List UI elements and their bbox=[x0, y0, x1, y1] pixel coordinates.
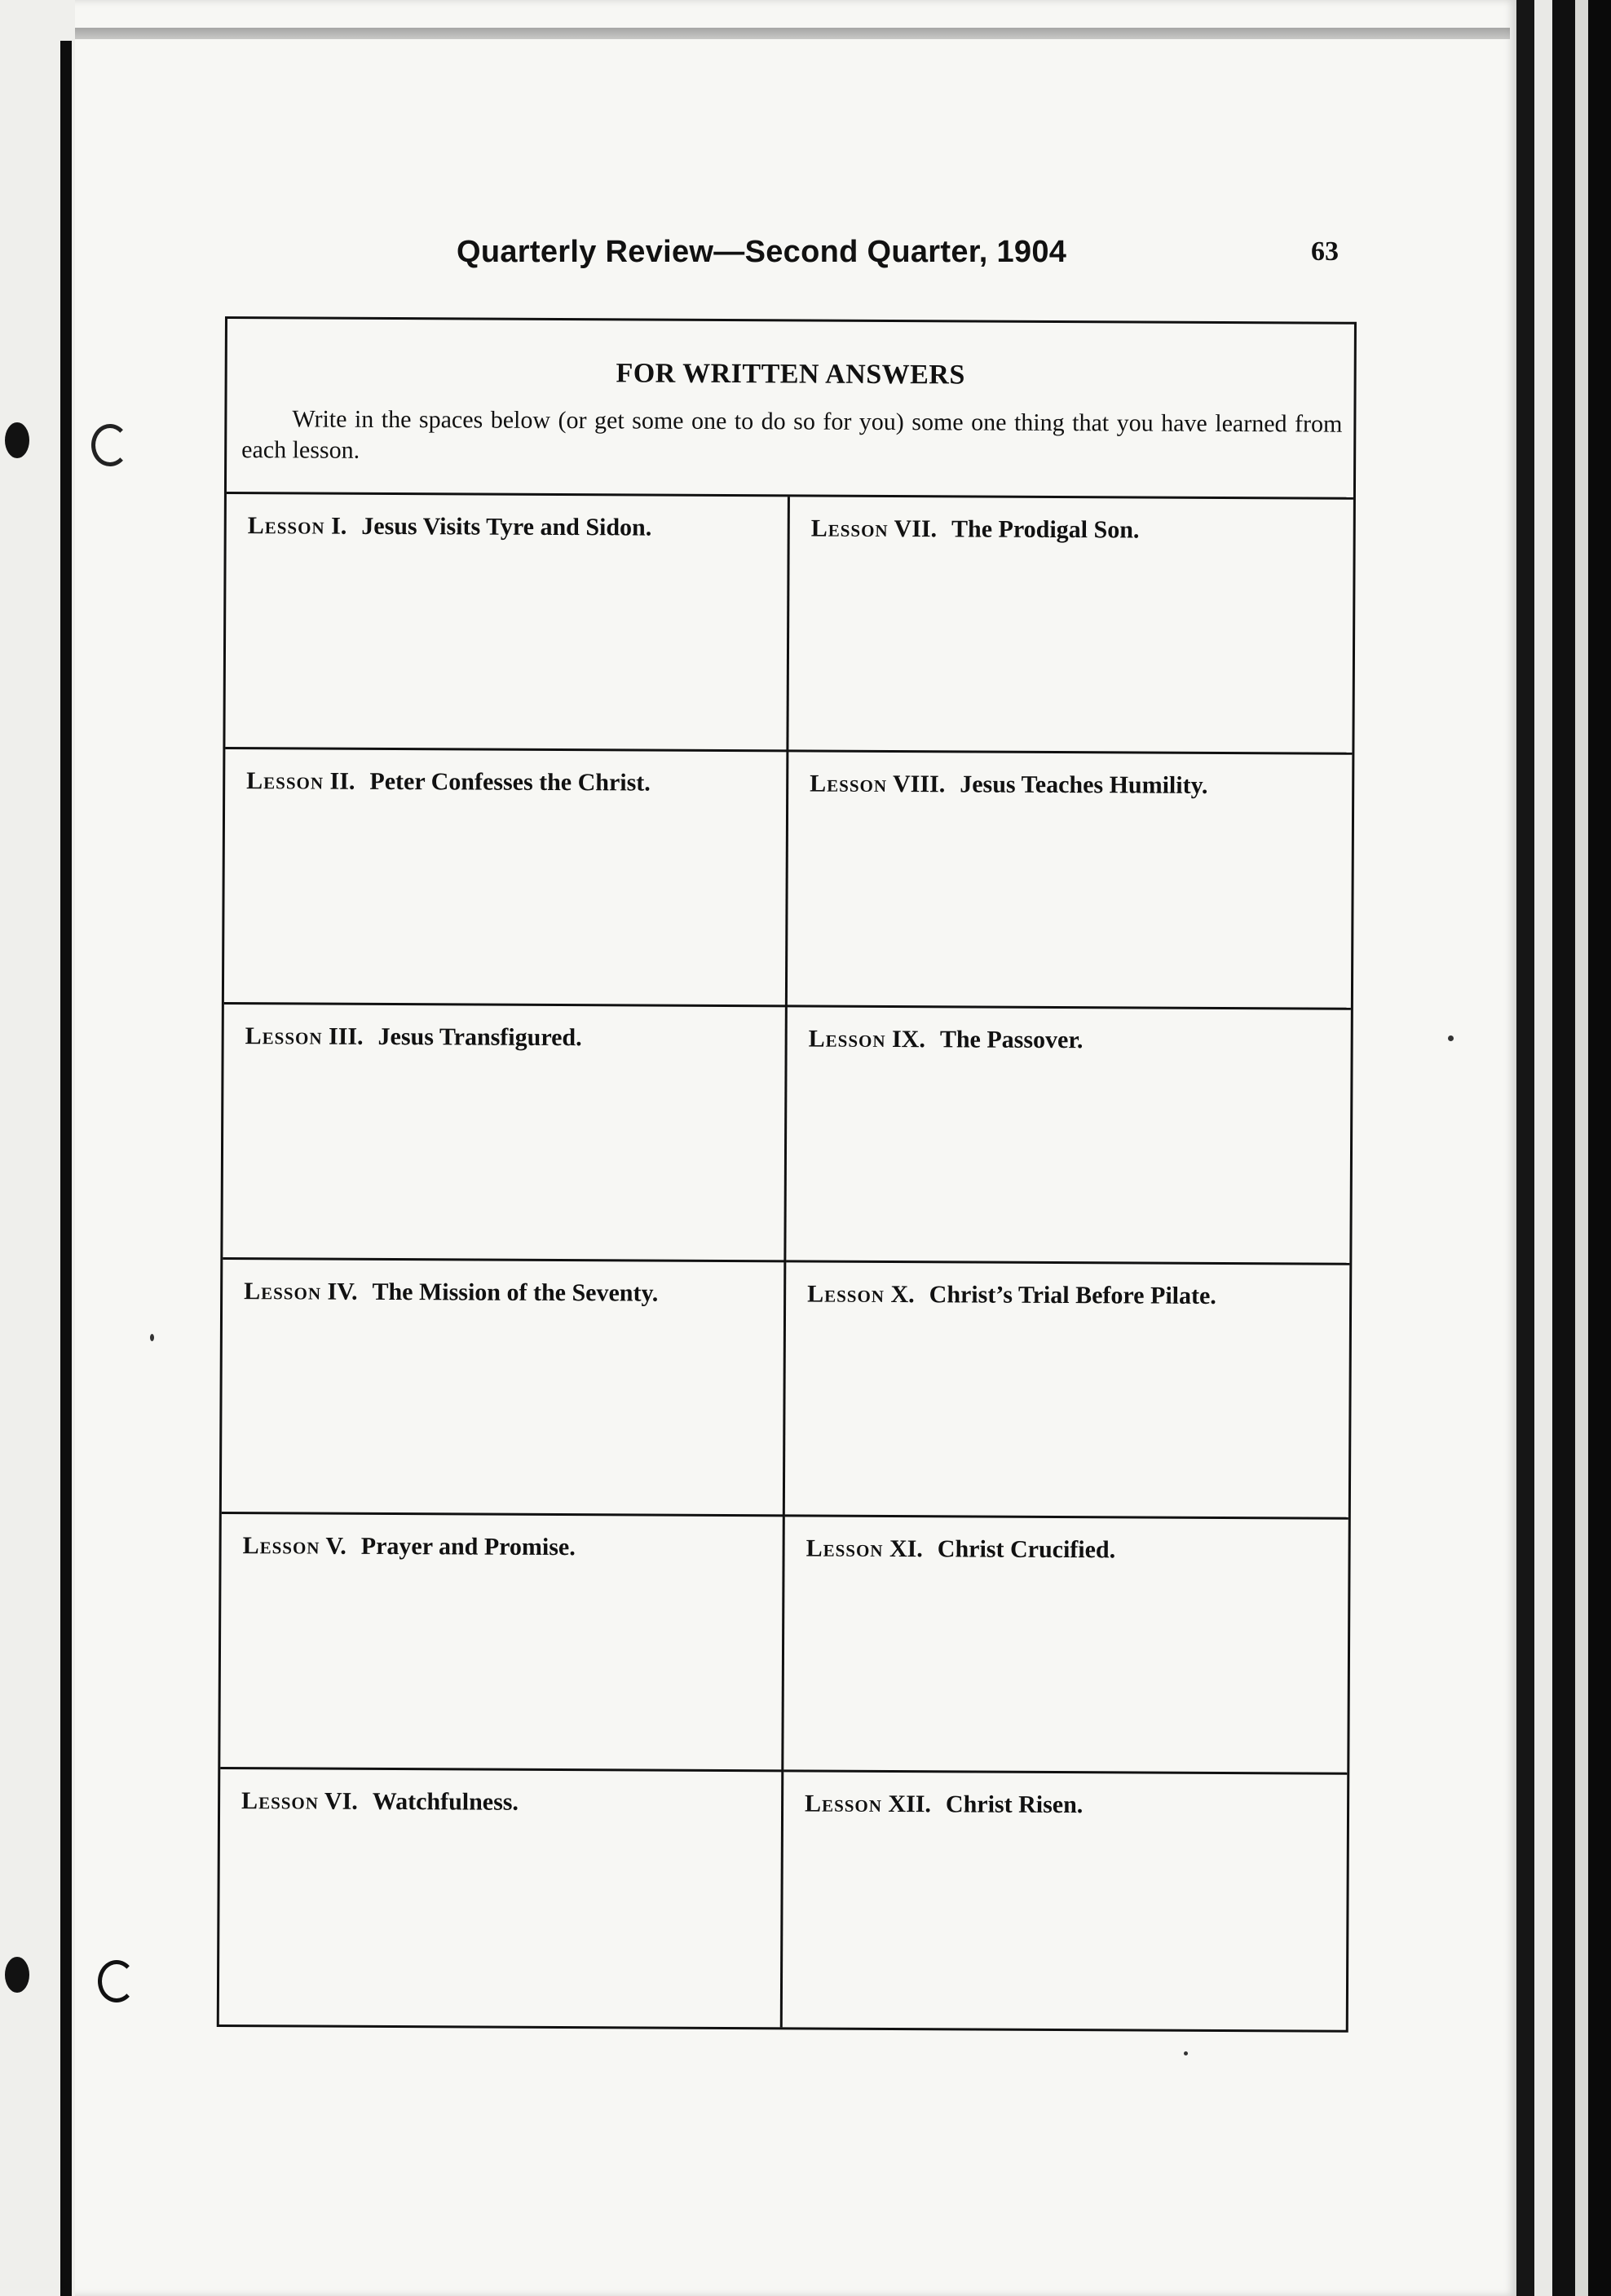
answer-cell-lesson-4[interactable] bbox=[222, 1260, 787, 1517]
form-title: FOR WRITTEN ANSWERS bbox=[616, 358, 965, 391]
answer-cell-lesson-3[interactable] bbox=[223, 1004, 788, 1262]
ring-binder-icon bbox=[91, 424, 129, 466]
page-number: 63 bbox=[1311, 236, 1339, 267]
answer-cell-lesson-10[interactable] bbox=[785, 1262, 1350, 1520]
lesson-label: Lesson III. Jesus Transfigured. bbox=[245, 1022, 582, 1051]
lesson-label: Lesson VIII. Jesus Teaches Humility. bbox=[810, 770, 1208, 799]
ink-speck bbox=[1184, 2051, 1188, 2055]
lesson-label: Lesson I. Jesus Visits Tyre and Sidon. bbox=[247, 512, 652, 541]
punch-hole-icon bbox=[5, 1957, 29, 1993]
answer-cell-lesson-6[interactable] bbox=[219, 1769, 784, 2027]
form-instructions: Write in the spaces below (or get some one to do so for you) some one thing that you have learned from each lesson. bbox=[241, 405, 1343, 464]
answer-cell-lesson-7[interactable] bbox=[788, 497, 1353, 754]
answer-cell-lesson-8[interactable] bbox=[788, 752, 1353, 1009]
page-stack-edge bbox=[1588, 0, 1611, 2296]
answer-cell-lesson-1[interactable] bbox=[225, 494, 790, 752]
running-head: Quarterly Review—Second Quarter, 1904 bbox=[457, 235, 1067, 269]
written-answers-form bbox=[217, 316, 1357, 2033]
lesson-answer-grid bbox=[219, 494, 1353, 2030]
lesson-label: Lesson VII. The Prodigal Son. bbox=[810, 514, 1140, 544]
lesson-label: Lesson II. Peter Confesses the Christ. bbox=[246, 766, 651, 797]
lesson-label: Lesson VI. Watchfulness. bbox=[241, 1787, 519, 1816]
page-stack-edge bbox=[1552, 0, 1575, 2296]
binding-shadow bbox=[60, 41, 72, 2296]
page-stack-edge bbox=[1534, 0, 1552, 2296]
page-stack-edge bbox=[1516, 0, 1534, 2296]
page-stack-edge bbox=[1575, 0, 1588, 2296]
lesson-label: Lesson V. Prayer and Promise. bbox=[242, 1532, 576, 1561]
ink-speck bbox=[150, 1334, 154, 1341]
lesson-label: Lesson IX. The Passover. bbox=[808, 1025, 1084, 1053]
answer-cell-lesson-2[interactable] bbox=[224, 749, 789, 1007]
answer-cell-lesson-9[interactable] bbox=[786, 1007, 1351, 1265]
ring-binder-icon bbox=[98, 1960, 135, 2002]
answer-cell-lesson-5[interactable] bbox=[220, 1514, 785, 1772]
lesson-label: Lesson XI. Christ Crucified. bbox=[806, 1534, 1116, 1564]
answer-cell-lesson-12[interactable] bbox=[783, 1773, 1348, 2030]
ink-speck bbox=[1448, 1035, 1454, 1041]
top-page-edge bbox=[75, 28, 1510, 39]
lesson-label: Lesson XII. Christ Risen. bbox=[805, 1790, 1084, 1819]
lesson-label: Lesson IV. The Mission of the Seventy. bbox=[244, 1277, 659, 1307]
lesson-label: Lesson X. Christ’s Trial Before Pilate. bbox=[807, 1280, 1216, 1309]
answer-cell-lesson-11[interactable] bbox=[783, 1517, 1348, 1775]
punch-hole-icon bbox=[5, 422, 29, 458]
